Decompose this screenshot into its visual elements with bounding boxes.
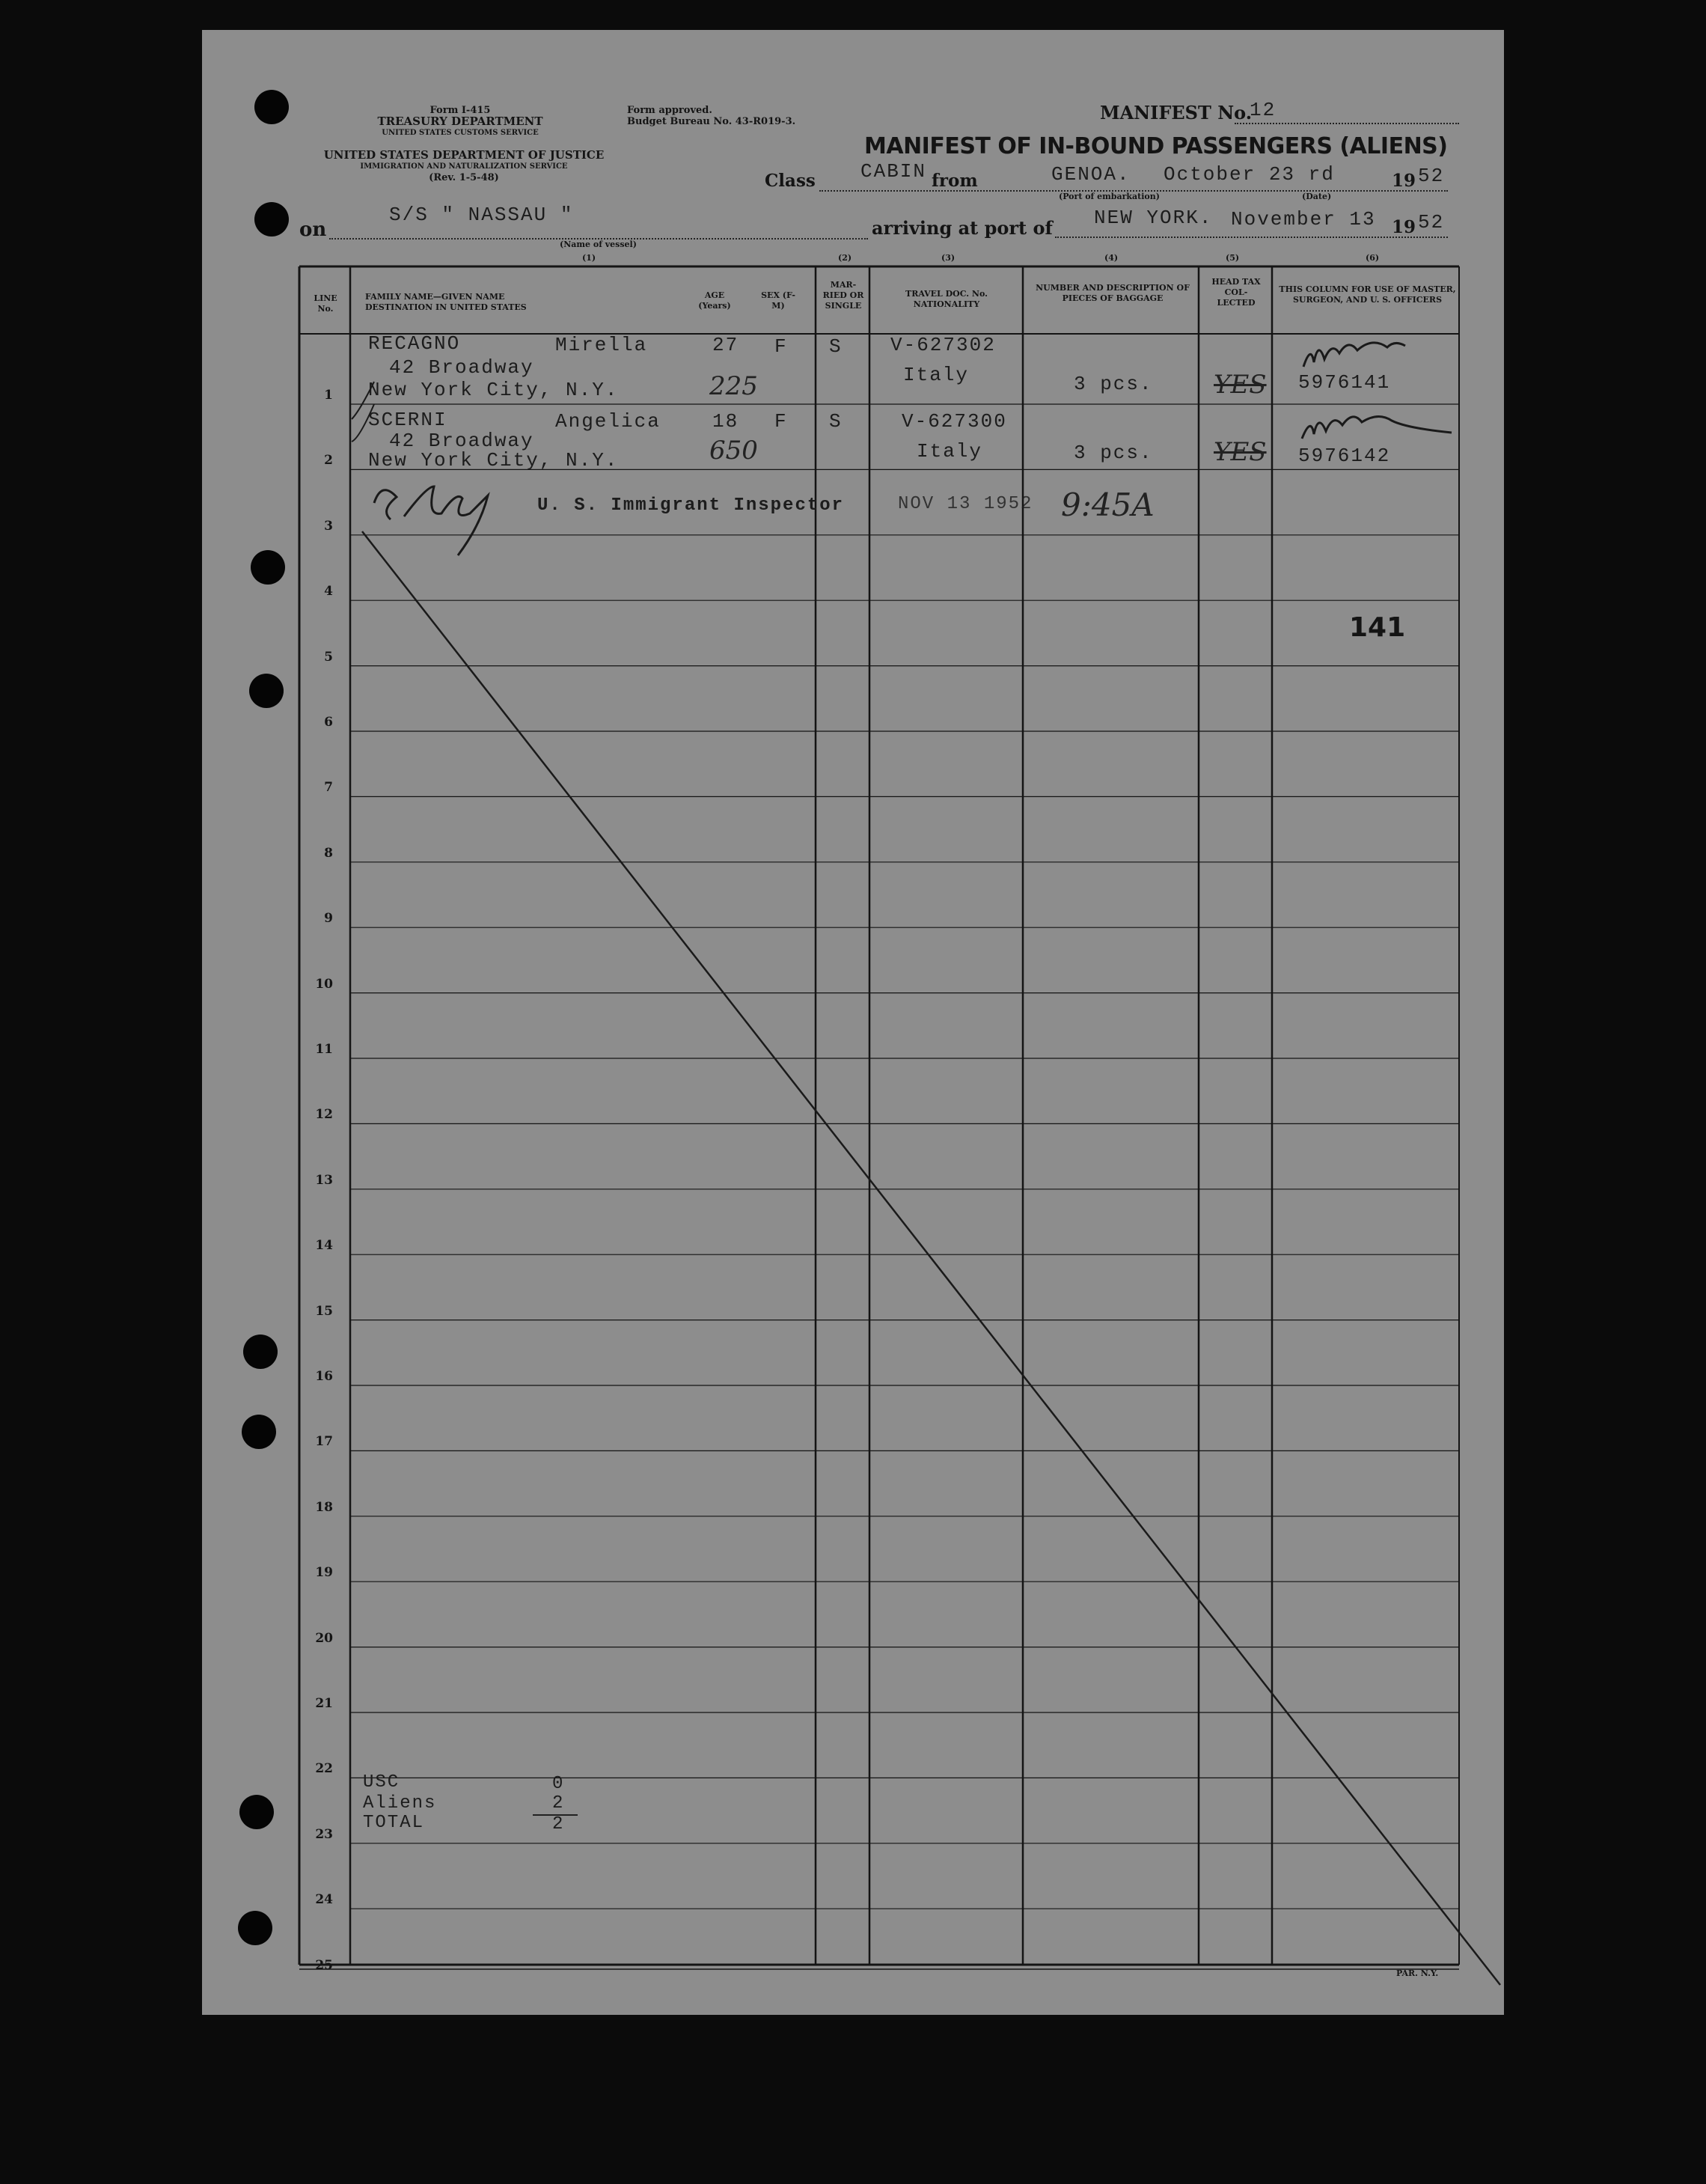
line-number: 9 [324,911,333,927]
line-number: 13 [315,1172,333,1188]
passenger-1-family-name: RECAGNO [368,332,461,355]
inspector-stamp: U. S. Immigrant Inspector [537,495,845,516]
line-number: 6 [324,715,333,730]
line-number: 17 [315,1434,333,1450]
line-number: 4 [324,584,333,600]
year-prefix-1: 19 [1392,171,1416,191]
arrival-year: 52 [1418,211,1445,234]
passenger-2-nationality: Italy [917,440,983,463]
passenger-1-head-tax: YES [1214,370,1267,400]
passenger-2-given-name: Angelica [555,410,661,433]
arrival-port: NEW YORK. [1094,207,1213,229]
totals-total-label: TOTAL [363,1813,425,1833]
line-number: 21 [315,1696,333,1711]
col-header-travel-doc: TRAVEL DOC. No. NATIONALITY [905,289,988,309]
line-number: 12 [315,1107,333,1123]
vessel-name: S/S " NASSAU " [389,204,574,226]
cancellation-line [362,531,1500,1985]
passenger-1-travel-doc: V-627302 [890,334,996,356]
budget-bureau: Budget Bureau No. 43-R019-3. [627,116,796,127]
passenger-2-officer-note: 5976142 [1298,445,1391,467]
passenger-2-address-street: 42 Broadway [389,430,534,452]
passenger-2-sex: F [774,410,788,433]
totals-usc-value: 0 [552,1774,565,1794]
passenger-1-hand-note: 225 [709,371,758,401]
dept-justice: UNITED STATES DEPARTMENT OF JUSTICE [323,148,605,162]
passenger-2-family-name: SCERNI [368,409,447,431]
passenger-2-marital: S [829,410,843,433]
form-revision: (Rev. 1-5-48) [429,172,499,183]
date-caption: (Date) [1302,192,1332,201]
col-num-4: (4) [1104,253,1119,263]
totals-aliens-label: Aliens [363,1793,437,1814]
sheet-number: 141 [1349,612,1406,643]
line-number: 16 [315,1369,333,1384]
port-of-embarkation: GENOA. [1051,163,1131,186]
vessel-caption: (Name of vessel) [560,240,637,249]
col-num-6: (6) [1366,253,1380,263]
col-header-name: FAMILY NAME—GIVEN NAME [365,292,505,302]
printer-mark: PAR. N.Y. [1396,1968,1439,1978]
line-number: 20 [315,1630,333,1646]
col-num-1: (1) [582,253,596,263]
totals-total-value: 2 [552,1814,565,1834]
passenger-2-age: 18 [712,410,739,433]
col-header-destination: DESTINATION IN UNITED STATES [365,302,527,312]
passenger-2-baggage: 3 pcs. [1074,442,1153,464]
departure-year: 52 [1418,165,1445,187]
inspection-date-stamp: NOV 13 1952 [898,494,1033,514]
class-label: Class [765,171,816,191]
arriving-label: arriving at port of [872,217,1053,239]
col-num-3: (3) [941,253,956,263]
manifest-number: 12 [1250,99,1277,121]
line-number: 19 [315,1565,333,1581]
line-number: 7 [324,780,333,796]
col-header-age: AGE (Years) [698,290,731,311]
passenger-1-officer-note: 5976141 [1298,371,1391,394]
passenger-1-address-street: 42 Broadway [389,356,534,379]
passenger-1-marital: S [829,335,843,358]
passenger-1-baggage: 3 pcs. [1074,373,1153,395]
col-header-marital: MAR- RIED OR SINGLE [822,280,864,311]
line-number: 14 [315,1238,333,1254]
form-id: Form I-415 [429,105,491,116]
year-prefix-2: 19 [1392,217,1416,237]
line-number: 15 [315,1303,333,1319]
inspection-time-note: 9:45A [1061,486,1155,523]
passenger-1-age: 27 [712,334,739,356]
from-label: from [932,171,978,191]
arrival-date: November 13 [1231,208,1376,231]
departure-date: October 23 rd [1164,163,1335,186]
manifest-number-label: MANIFEST No. [1100,102,1253,123]
passenger-2-address-city: New York City, N.Y. [368,449,619,472]
col-header-sex: SEX (F-M) [761,290,795,311]
line-number: 25 [315,1957,333,1973]
col-header-baggage: NUMBER AND DESCRIPTION OF PIECES OF BAGGAGE [1036,283,1190,303]
line-number: 22 [315,1761,333,1777]
port-embarkation-caption: (Port of embarkation) [1059,192,1160,201]
customs-service: UNITED STATES CUSTOMS SERVICE [382,129,539,137]
passenger-1-address-city: New York City, N.Y. [368,379,619,401]
line-number: 10 [315,976,333,992]
line-number: 3 [324,518,333,534]
passenger-2-travel-doc: V-627300 [902,410,1007,433]
form-approved: Form approved. [627,105,712,116]
ins-service: IMMIGRATION AND NATURALIZATION SERVICE [360,162,568,171]
dept-treasury: TREASURY DEPARTMENT [377,115,543,128]
passenger-1-sex: F [774,335,788,358]
line-number: 23 [315,1826,333,1842]
line-number: 8 [324,845,333,861]
line-number: 18 [315,1499,333,1515]
line-number: 2 [324,453,333,469]
manifest-title: MANIFEST OF IN-BOUND PASSENGERS (ALIENS) [864,133,1448,159]
col-num-2: (2) [838,253,852,263]
totals-aliens-value: 2 [552,1793,565,1814]
passenger-1-given-name: Mirella [555,334,648,356]
line-number: 5 [324,649,333,665]
totals-usc-label: USC [363,1772,400,1793]
passenger-2-hand-note: 650 [709,436,758,466]
col-header-head-tax: HEAD TAX COL- LECTED [1211,277,1261,308]
class-value: CABIN [860,160,927,183]
col-num-5: (5) [1226,253,1240,263]
passenger-1-nationality: Italy [903,364,970,386]
line-number: 11 [315,1042,333,1057]
col-header-line-no: LINE No. [314,293,337,314]
on-label: on [299,219,327,241]
line-number: 1 [324,388,333,403]
passenger-2-head-tax: YES [1214,437,1267,467]
line-number: 24 [315,1892,333,1908]
col-header-officers: THIS COLUMN FOR USE OF MASTER, SURGEON, AND U. S. OFFICERS [1279,284,1456,305]
